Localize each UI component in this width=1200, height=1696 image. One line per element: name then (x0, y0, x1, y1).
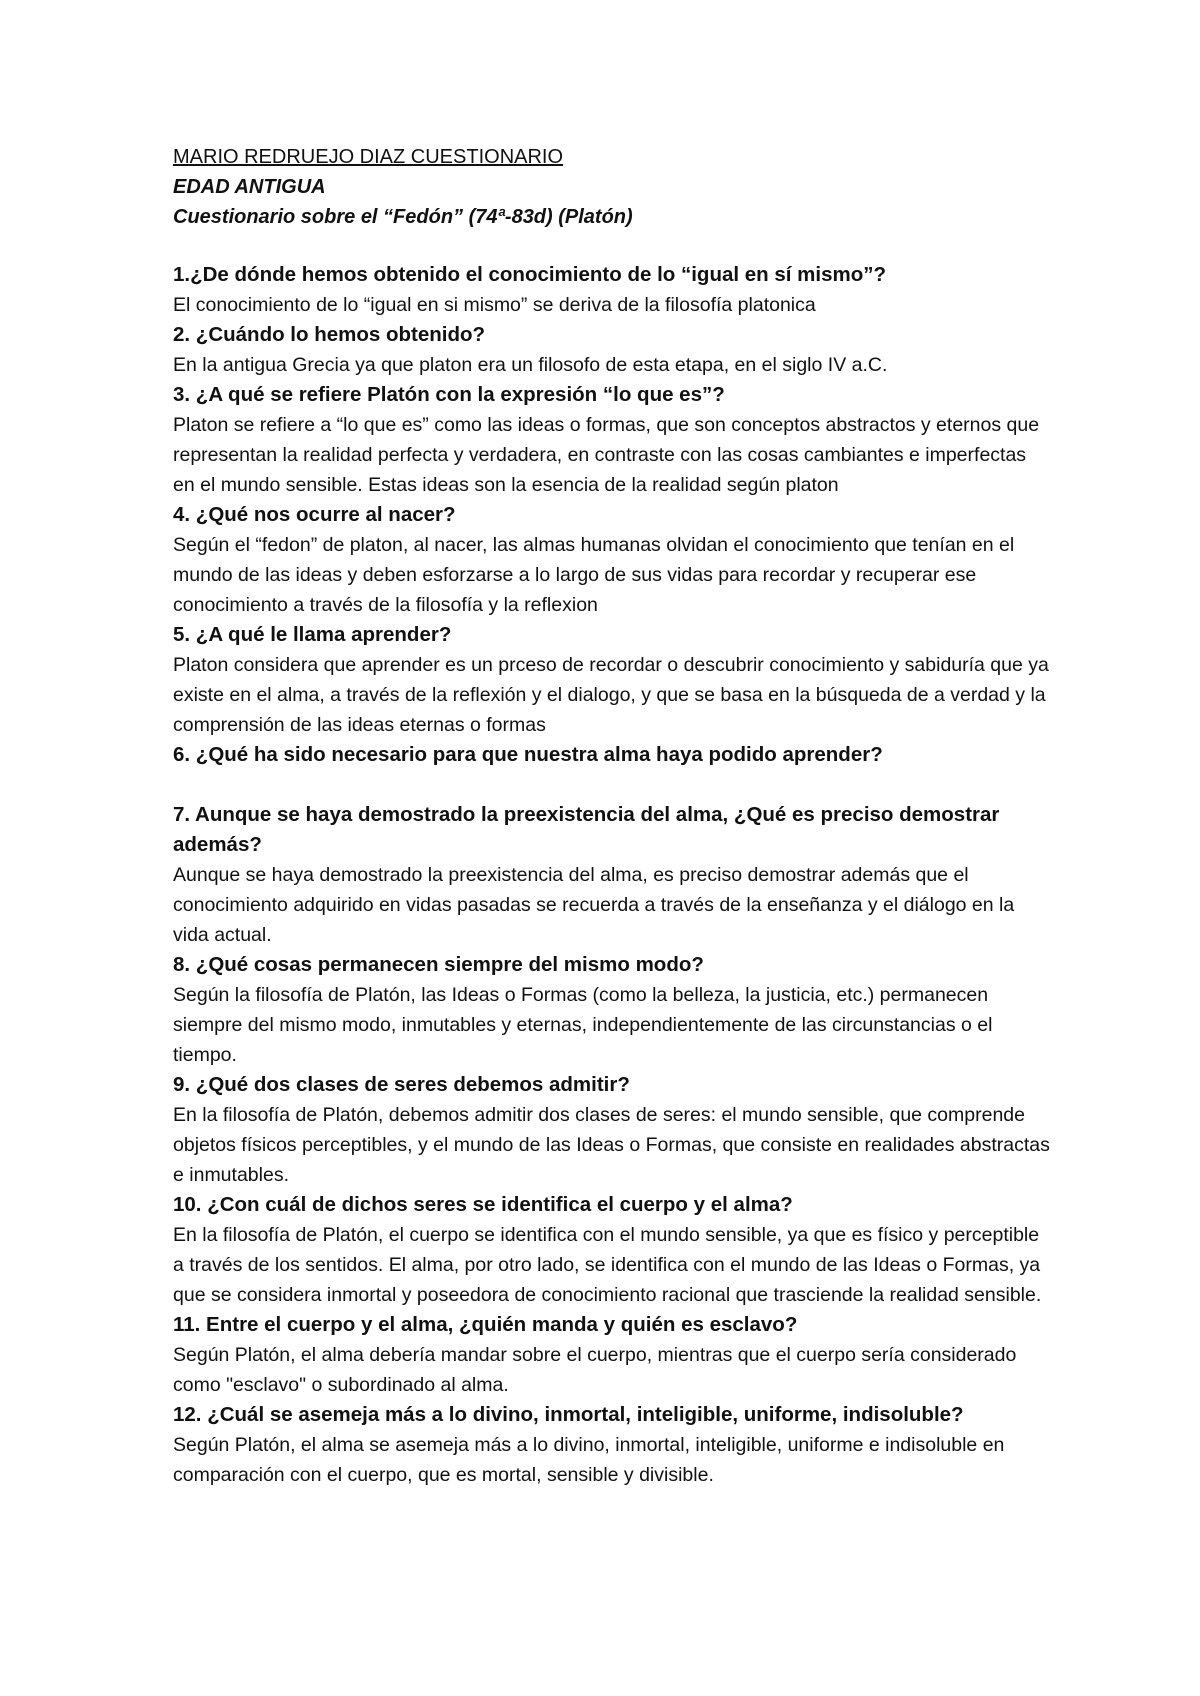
question-item-4 (173, 500, 1053, 620)
answer-text: Aunque se haya demostrado la preexistencia del alma, es preciso demostrar además que el conocimiento adquirido en vidas pasadas se recuerda a través de la enseñanza y el diálogo en la vida actual. (173, 864, 1015, 946)
question-text: 5. ¿A qué le llama aprender? (173, 623, 452, 646)
answer-text: En la filosofía de Platón, debemos admitir dos clases de seres: el mundo sensible, que comprende objetos físicos perceptibles, y el mundo de las Ideas o Formas, que consiste en realidades abstractas e inmutables. (173, 1104, 1050, 1186)
answer-text: Según Platón, el alma se asemeja más a lo divino, inmortal, inteligible, uniforme e indisoluble en comparación con el cuerpo, que es mortal, sensible y divisible. (173, 1434, 1005, 1486)
question-text: 6. ¿Qué ha sido necesario para que nuestra alma haya podido aprender? (173, 743, 883, 766)
answer-text: Según el “fedon” de platon, al nacer, las almas humanas olvidan el conocimiento que tenían en el mundo de las ideas y deben esforzarse a lo largo de sus vidas para recordar y recuperar ese conocimiento a través de la filosofía y la reflexion (173, 534, 1015, 616)
answer-text: Según Platón, el alma debería mandar sobre el cuerpo, mientras que el cuerpo sería considerado como "esclavo" o subordinado al alma. (173, 1344, 1017, 1396)
question-text: 3. ¿A qué se refiere Platón con la expresión “lo que es”? (173, 383, 725, 406)
question-text: 7. Aunque se haya demostrado la preexistencia del alma, ¿Qué es preciso demostrar además? (173, 803, 1000, 856)
question-item-8 (173, 950, 1053, 1070)
question-list (173, 260, 1053, 1490)
answer-text: En la antigua Grecia ya que platon era un filosofo de esta etapa, en el siglo IV a.C. (173, 354, 888, 376)
document-subtitle: Cuestionario sobre el “Fedón” (74ª-83d) (Platón) (173, 206, 633, 228)
empty-answer (173, 770, 1053, 800)
question-item-12 (173, 1400, 1053, 1490)
header-spacer (173, 232, 1053, 260)
question-text: 11. Entre el cuerpo y el alma, ¿quién manda y quién es esclavo? (173, 1313, 798, 1336)
document-page (173, 142, 1053, 1490)
answer-text: Platon se refiere a “lo que es” como las ideas o formas, que son conceptos abstractos y eternos que representan la realidad perfecta y verdadera, en contraste con las cosas cambiantes e imperfectas en el mundo sensible. Estas ideas son la esencia de la realidad según platon (173, 414, 1040, 496)
question-text: 2. ¿Cuándo lo hemos obtenido? (173, 323, 486, 346)
question-text: 9. ¿Qué dos clases de seres debemos admitir? (173, 1073, 630, 1096)
period-heading: EDAD ANTIGUA (173, 176, 326, 198)
question-item-5 (173, 620, 1053, 740)
question-item-11 (173, 1310, 1053, 1400)
answer-text: En la filosofía de Platón, el cuerpo se identifica con el mundo sensible, ya que es físico y perceptible a través de los sentidos. El alma, por otro lado, se identifica con el mundo de las Ideas o Formas, ya que se considera inmortal y poseedora de conocimiento racional que trasciende la realidad sensible. (173, 1224, 1042, 1306)
question-item-2 (173, 320, 1053, 380)
answer-text: El conocimiento de lo “igual en si mismo” se deriva de la filosofía platonica (173, 294, 816, 316)
question-text: 8. ¿Qué cosas permanecen siempre del mismo modo? (173, 953, 704, 976)
question-item-3 (173, 380, 1053, 500)
question-item-7 (173, 800, 1053, 950)
question-item-6 (173, 740, 1053, 800)
question-item-10 (173, 1190, 1053, 1310)
question-item-9 (173, 1070, 1053, 1190)
question-text: 12. ¿Cuál se asemeja más a lo divino, inmortal, inteligible, uniforme, indisoluble? (173, 1403, 964, 1426)
question-text: 4. ¿Qué nos ocurre al nacer? (173, 503, 456, 526)
question-text: 1.¿De dónde hemos obtenido el conocimiento de lo “igual en sí mismo”? (173, 263, 887, 286)
answer-text: Platon considera que aprender es un prceso de recordar o descubrir conocimiento y sabiduría que ya existe en el alma, a través de la reflexión y el dialogo, y que se basa en la búsqueda de a verdad y la comprensión de las ideas eternas o formas (173, 654, 1049, 736)
question-item-1 (173, 260, 1053, 320)
answer-text: Según la filosofía de Platón, las Ideas o Formas (como la belleza, la justicia, etc.) permanecen siempre del mismo modo, inmutables y eternas, independientemente de las circunstancias o el tiempo. (173, 984, 993, 1066)
question-text: 10. ¿Con cuál de dichos seres se identifica el cuerpo y el alma? (173, 1193, 793, 1216)
document-title: MARIO REDRUEJO DIAZ CUESTIONARIO (173, 146, 564, 168)
